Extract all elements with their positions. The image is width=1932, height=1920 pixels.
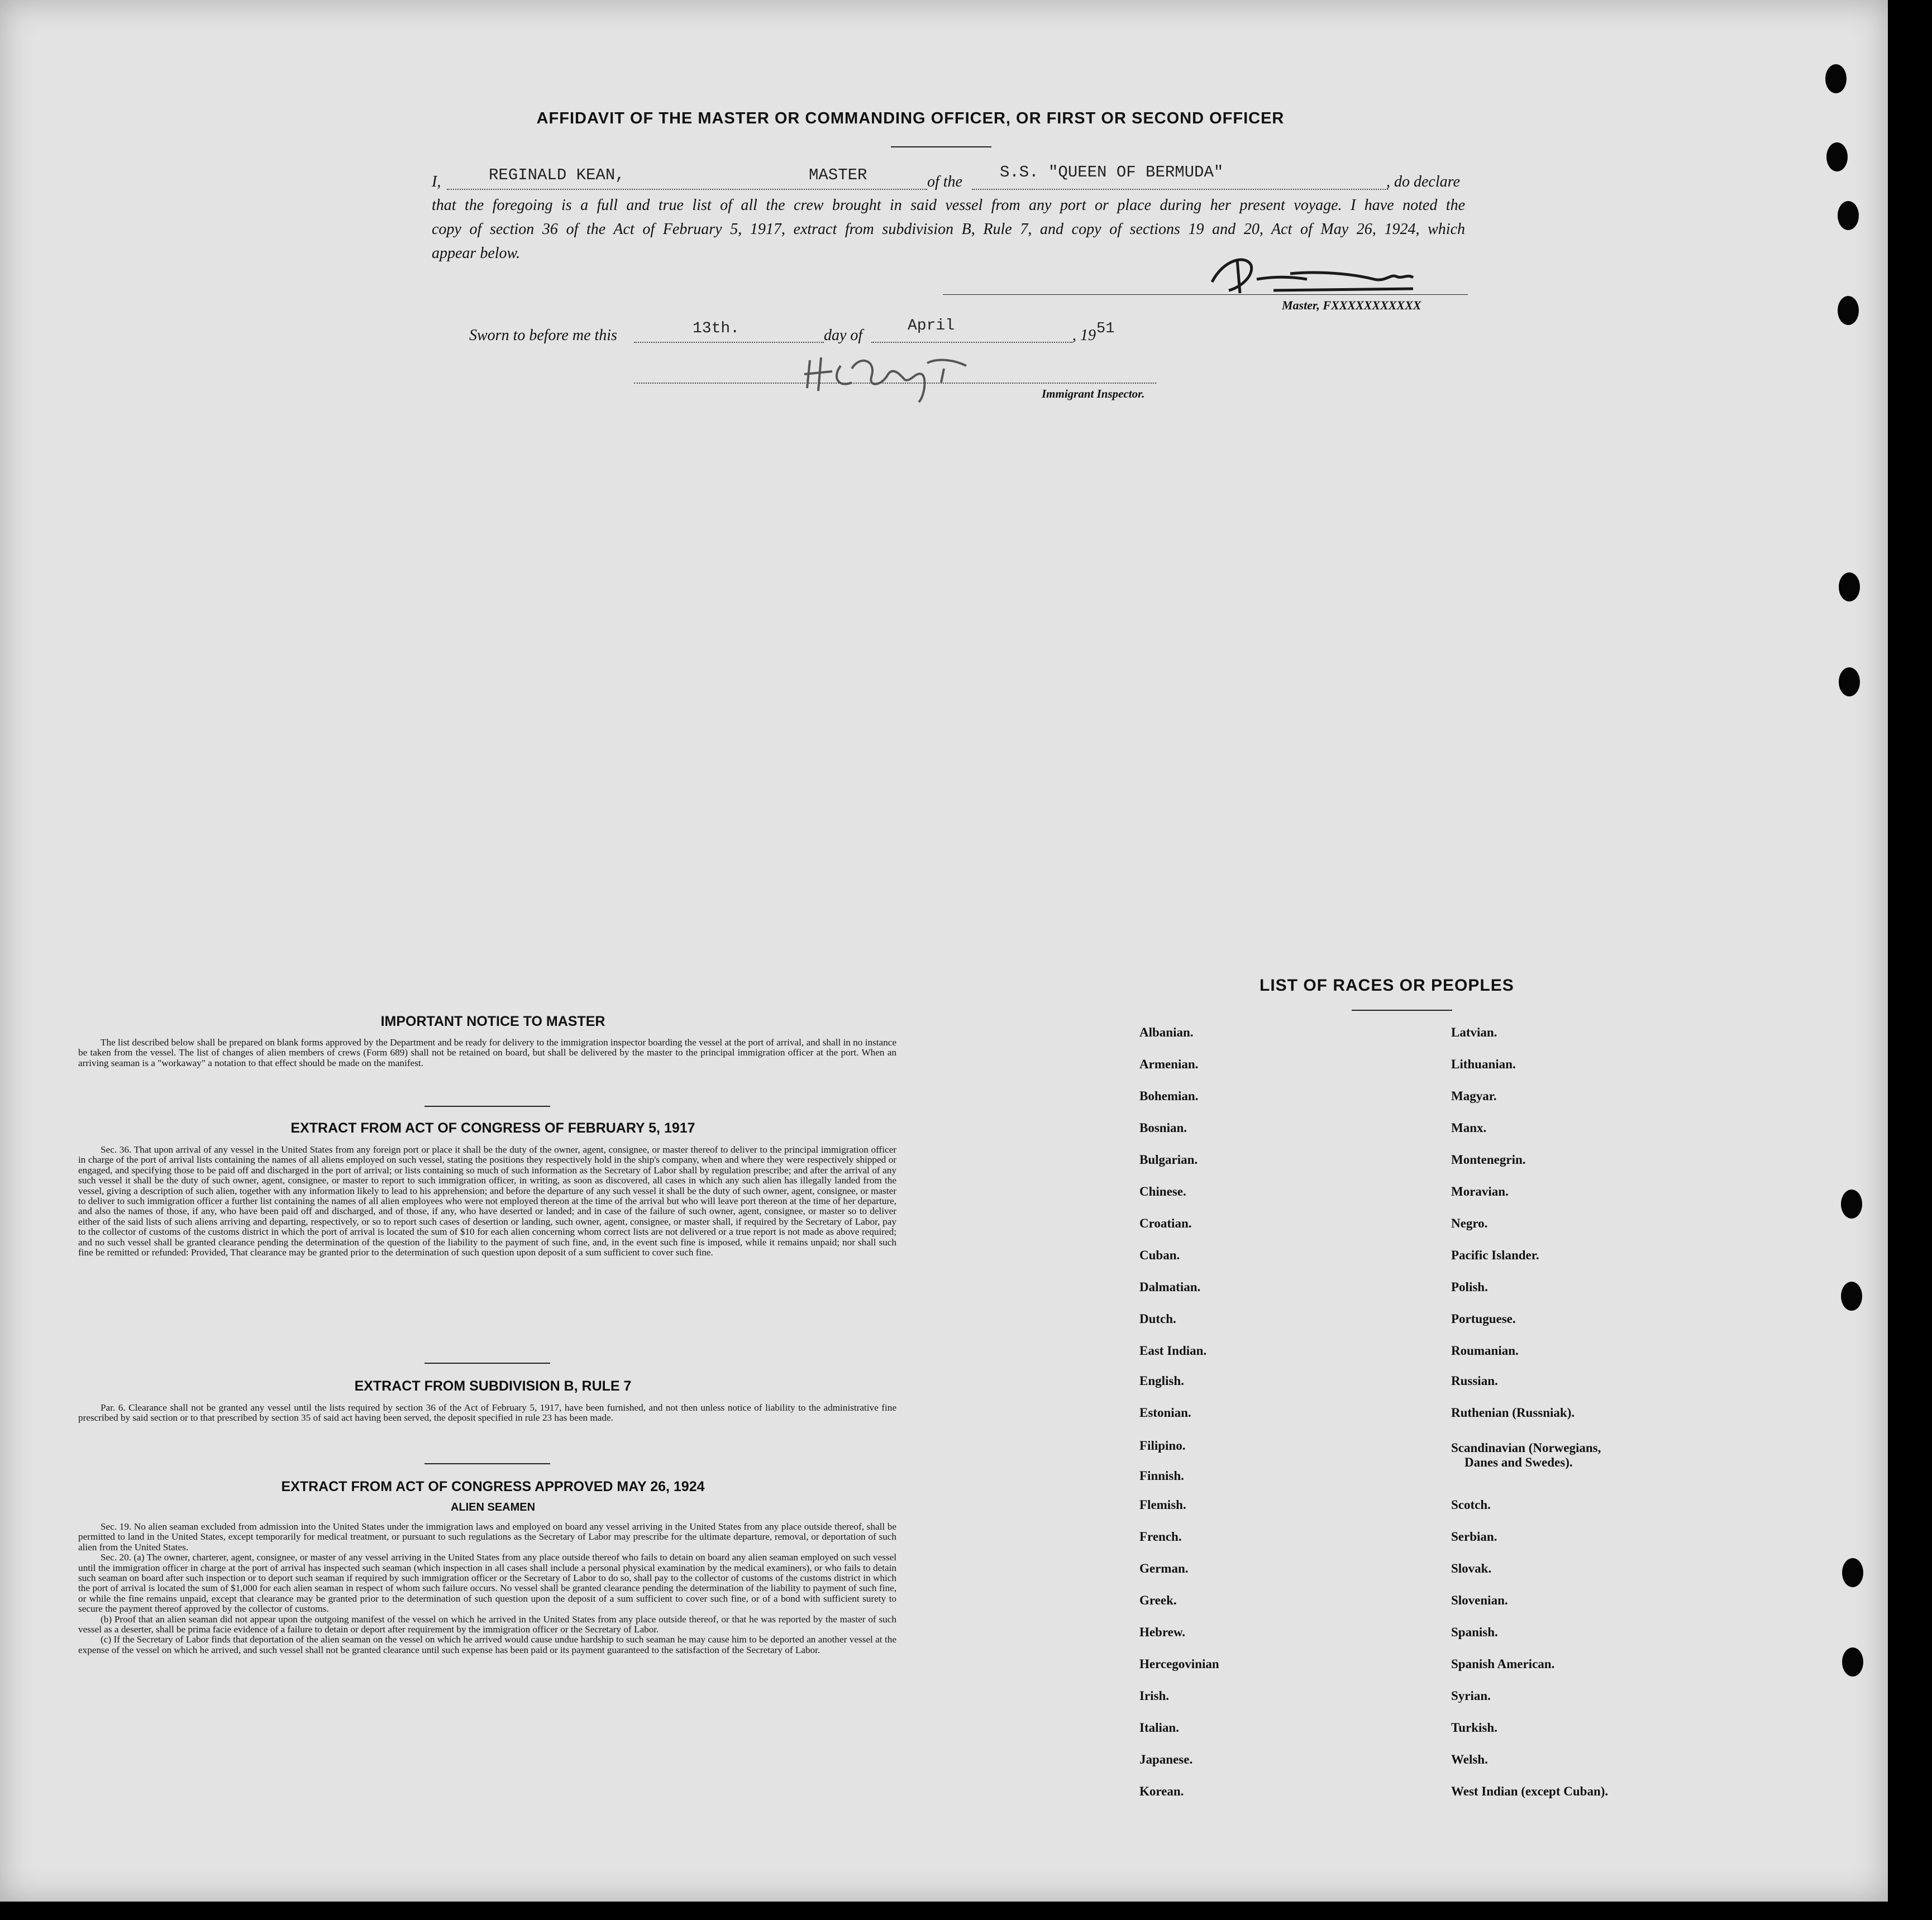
race-left: Dalmatian.	[1139, 1280, 1201, 1294]
race-right: Danes and Swedes).	[1464, 1455, 1573, 1469]
race-left: Albanian.	[1139, 1025, 1194, 1039]
race-left: Finnish.	[1139, 1469, 1184, 1483]
name-line	[447, 189, 927, 190]
race-left: Cuban.	[1139, 1248, 1180, 1262]
alien-seamen-subtitle: ALIEN SEAMEN	[450, 1501, 536, 1513]
affidavit-title: AFFIDAVIT OF THE MASTER OR COMMANDING OFFICER, OR FIRST OR SECOND OFFICER	[536, 109, 1285, 127]
sec-20b-paragraph: (b) Proof that an alien seaman did not appear upon the outgoing manifest of the vessel on which he arrived in the United States from any place outside thereof, or that he was reported by the master of such vessel as a deserter, shall be prima facie evidence of a failure to detain or deport after requirement by the immigration officer or the Secretary of Labor.	[78, 1613, 896, 1635]
punch-hole	[1842, 1647, 1863, 1677]
race-right: Moravian.	[1451, 1185, 1509, 1198]
month-line	[871, 342, 1072, 343]
race-left: English.	[1139, 1374, 1184, 1388]
race-right: Montenegrin.	[1451, 1153, 1526, 1167]
race-left: Bulgarian.	[1139, 1153, 1198, 1167]
master-signature	[1206, 249, 1430, 299]
race-left: East Indian.	[1139, 1344, 1207, 1358]
race-left: Estonian.	[1139, 1406, 1191, 1420]
punch-hole	[1842, 1558, 1863, 1587]
races-title: LIST OF RACES OR PEOPLES	[1260, 976, 1514, 995]
sec-20c-paragraph: (c) If the Secretary of Labor finds that deportation of the alien seaman on the vessel on which he arrived would cause undue hardship to such seaman he may cause him to be deported an another vessel at the expense of the vessel on which he arrived, and such vessel shall not be granted clearance until such expense has been paid or its payment guaranteed to the satisfaction of the Secretary of Labor.	[78, 1634, 896, 1655]
race-left: Italian.	[1139, 1721, 1179, 1735]
race-left: Hebrew.	[1139, 1625, 1185, 1639]
race-right: West Indian (except Cuban).	[1451, 1784, 1609, 1798]
race-right: Magyar.	[1451, 1089, 1497, 1103]
extract-1917-text	[78, 1145, 896, 1258]
race-right: Serbian.	[1451, 1530, 1497, 1544]
subdivision-b-title: EXTRACT FROM SUBDIVISION B, RULE 7	[354, 1378, 632, 1394]
punch-hole	[1839, 667, 1860, 696]
punch-hole	[1841, 1282, 1862, 1311]
race-right: Spanish.	[1451, 1625, 1498, 1639]
title-underline	[891, 146, 991, 147]
section-divider	[424, 1463, 550, 1464]
sec-19-paragraph: Sec. 19. No alien seaman excluded from admission into the United States under the immigration laws and employed on board any vessel arriving in the United States from any place outside thereof, shall be permitted to land in the United States, except temporarily for medical treatment, or pursuant to such regulations as the Secretary of Labor may prescribe for the ultimate departure, removal, or deportation of such alien from the United States.	[78, 1521, 896, 1553]
race-right: Slovak.	[1451, 1561, 1492, 1575]
section-36-paragraph: Sec. 36. That upon arrival of any vessel in the United States from any foreign port or place it shall be the duty of the owner, agent, consignee, or master thereof to deliver to the principal immigration officer in charge of the port of arrival lists containing the names of all aliens employed on such vessel, stating the positions they respectively hold in the ship's company, when and where they were respectively shipped or engaged, and specifying those to be paid off and discharged in the port of arrival; or lists containing so much of such information as the Secretary of Labor shall by regulation prescribe; and after the arrival of any such vessel it shall be the duty of such owner, agent, consignee, or master to report to such immigration officer, in writing, as soon as discovered, all cases in which any such alien has illegally landed from the vessel, giving a description of such alien, together with any information likely to lead to his apprehension; and before the departure of any such vessel it shall be the duty of such owner, agent, consignee, or master to deliver to such immigration officer a further list containing the names of all alien employees who were not employed thereon at the time of the arrival but who will leave port thereon at the time of her departure, and also the names of those, if any, who have been paid off and discharged, and of those, if any, who have deserted or landed; and in case of the failure of such owner, agent, consignee, or master so to deliver either of the said lists of such aliens arriving and departing, respectively, or so to report such cases of desertion or landing, such owner, agent, consignee, or master shall, if required by the Secretary of Labor, pay to the collector of customs of the customs district in which the port of arrival is located the sum of $10 for each alien concerning whom correct lists are not delivered or a true report is not made as above required; and no such vessel shall be granted clearance pending the determination of the question of the liability to the payment of such fine, and, in the event such fine is imposed, while it remains unpaid; nor shall such fine be remitted or refunded: Provided, That clearance may be granted prior to the determination of such question upon deposit of a sum sufficient to cover such fine.	[78, 1144, 896, 1258]
extract-1924-text	[78, 1522, 896, 1655]
inspector-signature	[799, 343, 989, 405]
race-right: Scandinavian (Norwegians,	[1451, 1441, 1601, 1455]
par-6-paragraph: Par. 6. Clearance shall not be granted any vessel until the lists required by section 36 of the Act of February 5, 1917, have been furnished, and not then unless notice of liability to the administrative fine prescribed by said section or to that prescribed by section 35 of said act having been served, the deposit specified in rule 23 has been made.	[78, 1402, 896, 1424]
section-divider	[424, 1363, 550, 1364]
race-right: Lithuanian.	[1451, 1057, 1516, 1071]
punch-hole	[1839, 572, 1860, 601]
punch-hole	[1838, 201, 1859, 230]
i-label: I,	[432, 173, 441, 190]
race-left: Greek.	[1139, 1593, 1177, 1607]
race-left: Bosnian.	[1139, 1121, 1187, 1135]
race-right: Russian.	[1451, 1374, 1498, 1388]
punch-hole	[1825, 64, 1847, 93]
extract-1924-title: EXTRACT FROM ACT OF CONGRESS APPROVED MAY 26, 1924	[281, 1479, 705, 1494]
year-suffix: 51	[1096, 321, 1115, 337]
race-right: Ruthenian (Russniak).	[1451, 1406, 1575, 1420]
race-left: French.	[1139, 1530, 1182, 1544]
notice-paragraph: The list described below shall be prepared on blank forms approved by the Department and be ready for delivery to the immigration inspector boarding the vessel at the port of arrival, and shall in no instance be taken from the vessel. The list of changes of alien members of crews (Form 689) shall not be retained on board, but shall be delivered by the master to the principal immigration officer at the port. When an arriving seaman is a "workaway" a notation to that effect should be made on the manifest.	[78, 1037, 896, 1068]
race-left: Flemish.	[1139, 1498, 1186, 1512]
race-left: German.	[1139, 1561, 1189, 1575]
sworn-day: 13th.	[693, 320, 740, 337]
inspector-caption: Immigrant Inspector.	[1042, 387, 1145, 400]
race-right: Polish.	[1451, 1280, 1488, 1294]
race-left: Irish.	[1139, 1689, 1170, 1703]
race-left: Korean.	[1139, 1784, 1184, 1798]
of-the-label: of the	[927, 173, 962, 190]
race-right: Manx.	[1451, 1121, 1487, 1135]
declaration-line-3: appear below.	[432, 245, 521, 262]
race-left: Japanese.	[1139, 1752, 1193, 1766]
notice-title: IMPORTANT NOTICE TO MASTER	[380, 1014, 605, 1029]
race-right: Slovenian.	[1451, 1593, 1508, 1607]
race-right: Pacific Islander.	[1451, 1248, 1539, 1262]
do-declare: , do declare	[1386, 173, 1460, 190]
race-left: Bohemian.	[1139, 1089, 1199, 1103]
vessel-name: S.S. "QUEEN OF BERMUDA"	[1000, 163, 1224, 182]
race-right: Spanish American.	[1451, 1657, 1555, 1671]
master-rank: MASTER	[809, 166, 867, 184]
punch-hole	[1826, 142, 1848, 171]
race-right: Turkish.	[1451, 1721, 1497, 1735]
race-right: Welsh.	[1451, 1752, 1488, 1766]
sworn-month: April	[908, 317, 955, 335]
declaration-line-2: copy of section 36 of the Act of February 5, 1917, extract from subdivision B, Rule 7, and copy of sections 19 and 20, Act of May 26, 1924, which	[432, 221, 1465, 238]
race-left: Chinese.	[1139, 1185, 1186, 1198]
vessel-line	[972, 189, 1388, 190]
punch-hole	[1838, 296, 1859, 325]
race-right: Latvian.	[1451, 1025, 1497, 1039]
race-left: Armenian.	[1139, 1057, 1199, 1071]
race-right: Syrian.	[1451, 1689, 1491, 1703]
subdivision-b-text	[78, 1403, 896, 1424]
race-right: Scotch.	[1451, 1498, 1491, 1512]
race-left: Dutch.	[1139, 1312, 1176, 1326]
year-prefix: , 19	[1072, 327, 1096, 344]
race-right: Roumanian.	[1451, 1344, 1519, 1358]
master-caption: Master, FXXXXXXXXXXX	[1282, 298, 1421, 312]
sec-20a-paragraph: Sec. 20. (a) The owner, charterer, agent, consignee, or master of any vessel arriving in the United States from any place outside thereof who fails to detain on board any alien seaman employed on such vessel until the immigration officer in charge at the port of arrival has inspected such seaman (which inspection in all cases shall include a personal physical examination by the medical examiners), or who fails to detain such seaman on board after such inspection or to deport such seaman if required by such immigration officer or the Secretary of Labor to do so, shall pay to the collector of customs of the customs district in which the port of arrival is located the sum of $1,000 for each alien seaman in respect of whom such failure occurs. No vessel shall be granted clearance pending the determination of the liability to payment of such fine, or while the fine remains unpaid, except that clearance may be granted prior to the determination of such question upon the deposit of a sum sufficient to cover such fine, or of a bond with sufficient surety to secure the payment thereof approved by the collector of customs.	[78, 1552, 896, 1615]
sworn-label: Sworn to before me this	[469, 327, 617, 344]
race-right: Negro.	[1451, 1216, 1488, 1230]
master-name: REGINALD KEAN,	[489, 166, 625, 184]
extract-1917-title: EXTRACT FROM ACT OF CONGRESS OF FEBRUARY 5, 1917	[290, 1120, 695, 1136]
race-left: Filipino.	[1139, 1439, 1186, 1453]
race-left: Croatian.	[1139, 1216, 1192, 1230]
races-title-underline	[1352, 1010, 1452, 1011]
declaration-line-1: that the foregoing is a full and true list of all the crew brought in said vessel from any port or place during her present voyage. I have noted the	[432, 197, 1465, 214]
notice-text	[78, 1038, 896, 1068]
section-divider	[424, 1106, 550, 1107]
day-line	[634, 342, 824, 343]
race-right: Portuguese.	[1451, 1312, 1516, 1326]
race-left: Hercegovinian	[1139, 1657, 1219, 1671]
day-of-label: day of	[824, 327, 863, 344]
punch-hole	[1841, 1190, 1862, 1219]
